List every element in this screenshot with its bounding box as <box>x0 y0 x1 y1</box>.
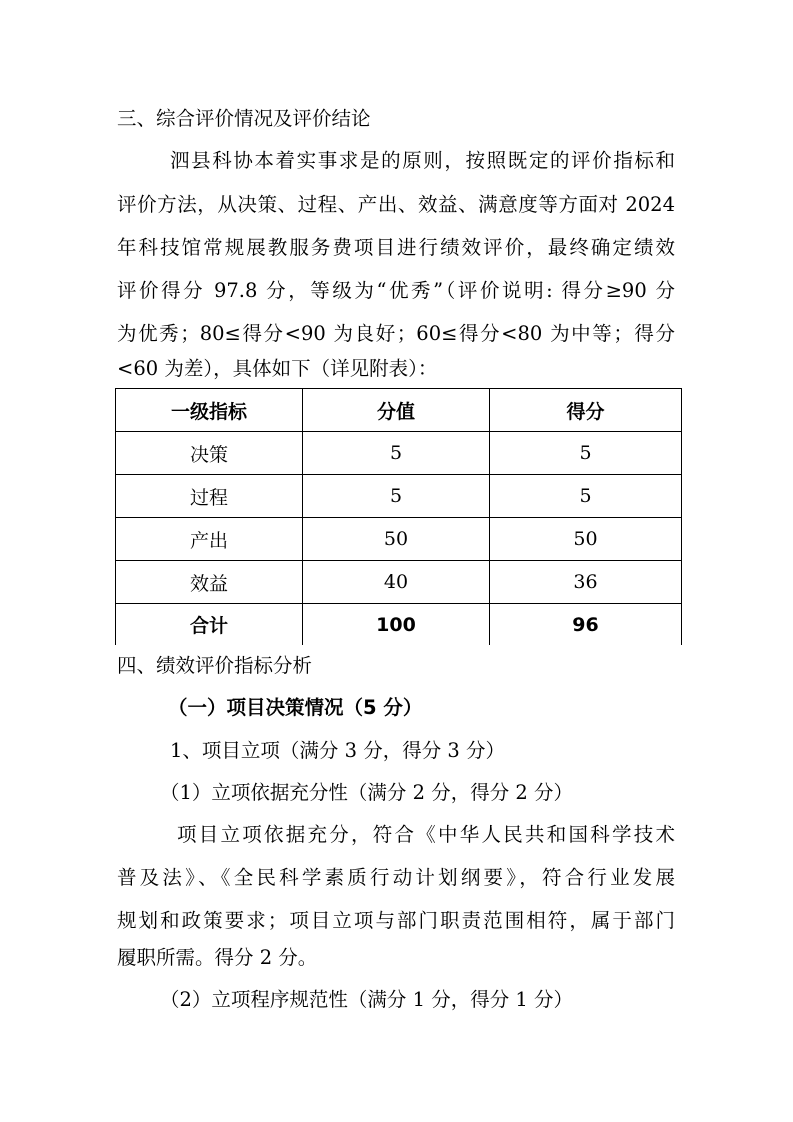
table-cell: 决策 <box>115 431 302 474</box>
subitem-heading: （1）立项依据充分性（满分 2 分，得分 2 分） <box>160 781 574 804</box>
table-total-cell: 100 <box>302 603 489 645</box>
table-cell: 产出 <box>115 517 302 560</box>
paragraph-line: 为优秀；80≤得分<90 为良好；60≤得分<80 为中等；得分 <box>117 322 675 345</box>
paragraph-line: 规划和政策要求；项目立项与部门职责范围相符，属于部门 <box>117 909 675 932</box>
table-cell: 过程 <box>115 474 302 517</box>
section4-heading: 四、绩效评价指标分析 <box>117 654 313 677</box>
paragraph-line: 泗县科协本着实事求是的原则，按照既定的评价指标和 <box>170 149 675 172</box>
table-header-cell: 一级指标 <box>115 388 302 431</box>
paragraph-line: 评价方法，从决策、过程、产出、效益、满意度等方面对 2024 <box>117 193 675 216</box>
table-total-cell: 合计 <box>115 603 302 645</box>
paragraph-line: 普及法》、《全民科学素质行动计划纲要》，符合行业发展 <box>117 866 675 889</box>
table-header-row <box>115 388 682 431</box>
table-row <box>115 474 682 517</box>
table-row <box>115 560 682 603</box>
table-cell: 5 <box>302 474 489 517</box>
subsection-heading: （一）项目决策情况（5 分） <box>168 696 423 719</box>
item-heading: 1、项目立项（满分 3 分，得分 3 分） <box>170 739 506 762</box>
table-cell: 效益 <box>115 560 302 603</box>
subitem-heading: （2）立项程序规范性（满分 1 分，得分 1 分） <box>160 988 574 1011</box>
table-header-cell: 得分 <box>489 388 682 431</box>
table-row <box>115 431 682 474</box>
paragraph-line: 年科技馆常规展教服务费项目进行绩效评价，最终确定绩效 <box>117 236 675 259</box>
paragraph-line: 评价得分 97.8 分，等级为“优秀”（评价说明: 得分≥90 分 <box>117 279 675 302</box>
section3-heading: 三、综合评价情况及评价结论 <box>117 107 371 130</box>
table-header-cell: 分值 <box>302 388 489 431</box>
paragraph-line: 履职所需。得分 2 分。 <box>117 946 318 969</box>
table-cell: 36 <box>489 560 682 603</box>
table-total-cell: 96 <box>489 603 682 645</box>
paragraph-line: 项目立项依据充分，符合《中华人民共和国科学技术 <box>177 823 675 846</box>
score-table <box>115 388 682 645</box>
table-row <box>115 517 682 560</box>
table-cell: 5 <box>489 474 682 517</box>
table-total-row <box>115 603 682 645</box>
table-cell: 50 <box>489 517 682 560</box>
paragraph-line: <60 为差），具体如下（详见附表）： <box>117 357 438 380</box>
table-cell: 5 <box>489 431 682 474</box>
table-cell: 5 <box>302 431 489 474</box>
table-cell: 50 <box>302 517 489 560</box>
table-cell: 40 <box>302 560 489 603</box>
